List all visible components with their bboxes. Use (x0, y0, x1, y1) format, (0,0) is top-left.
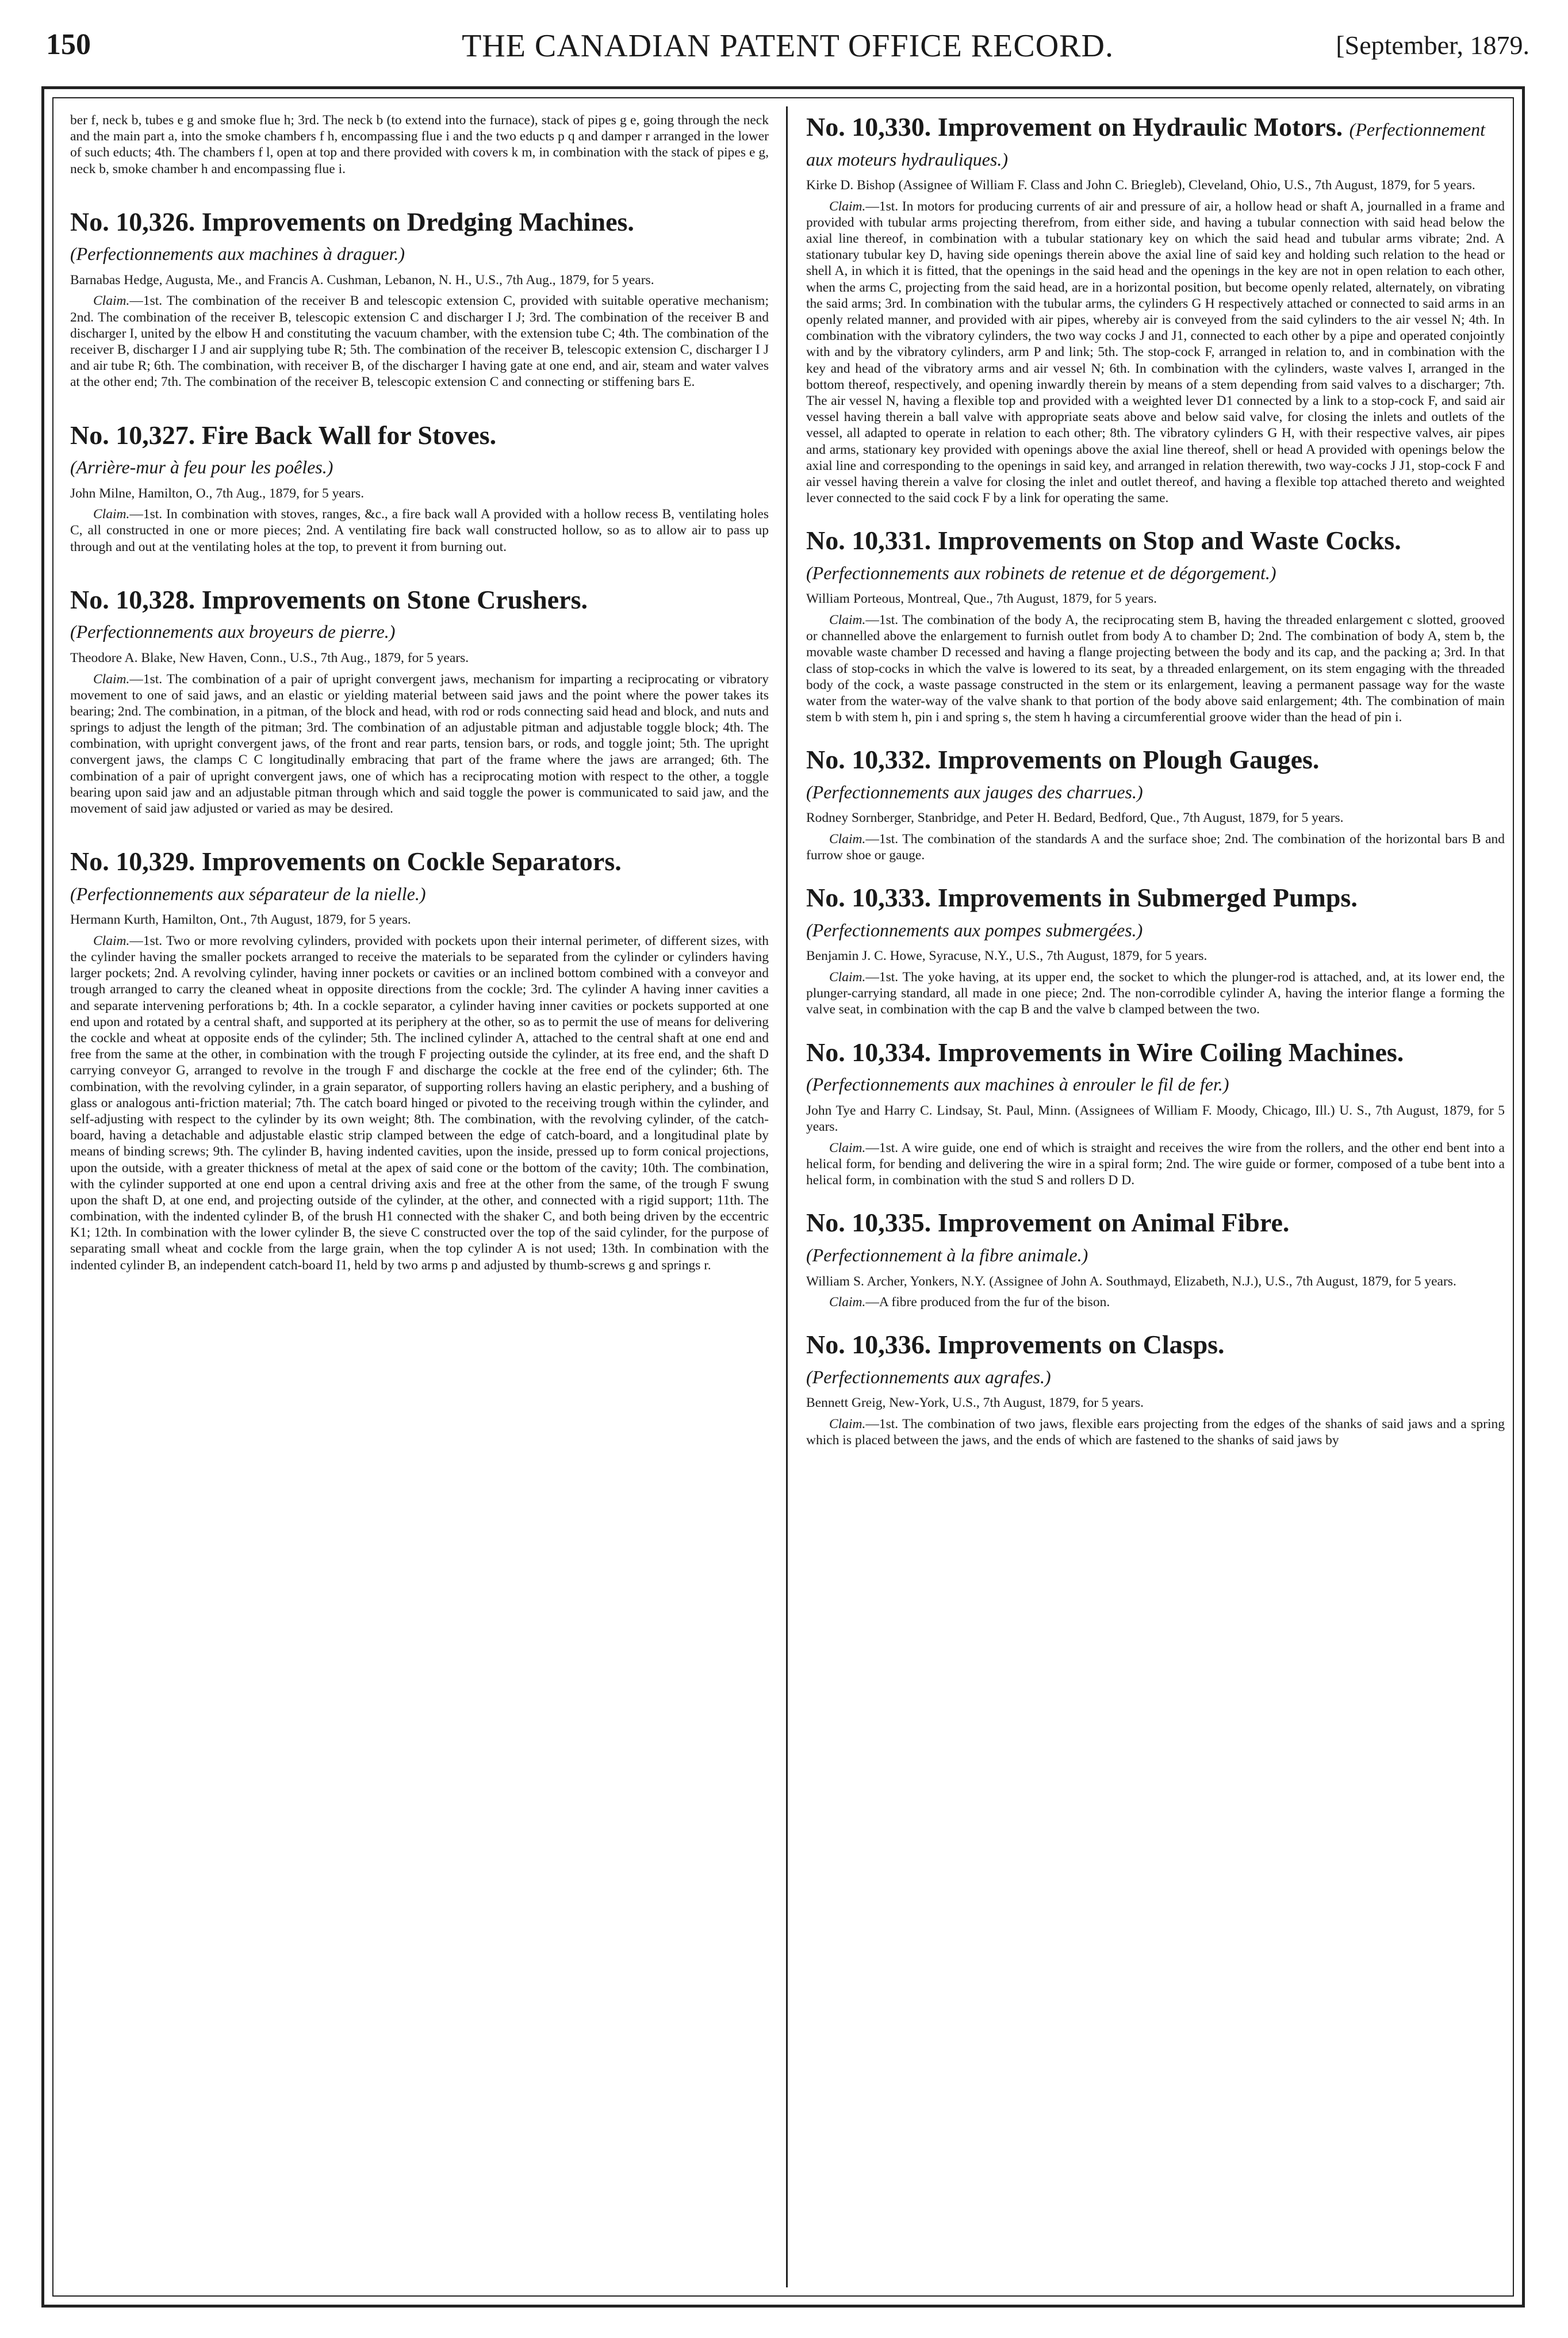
patent-entry-10331 (806, 526, 1505, 725)
patent-french-title: (Perfectionnement aux moteurs hydrauliques.) (806, 119, 1485, 170)
claim-label: Claim. (93, 293, 130, 309)
patent-entry-10327 (70, 420, 769, 555)
patent-entry-10336 (806, 1330, 1505, 1448)
patent-title: Improvements on Cockle Separators. (201, 847, 622, 877)
patent-claim (806, 198, 1505, 507)
patent-applicant: Benjamin J. C. Howe, Syracuse, N.Y., U.S., 7th August, 1879, for 5 years. (806, 948, 1207, 964)
continuation-text: ber f, neck b, tubes e g and smoke flue h; 3rd. The neck b (to extend into the furnace), stack of pipes g e, going through the neck and the main part a, into the smoke chambers f h, encompassing flue i and the two educts p q and damper r arranged in the lower of such educts; 4th. The chambers f l, open at top and there provided with covers k m, in combination with the stack of pipes e g, neck b, smoke chamber h and encompassing flue i. (70, 113, 769, 177)
patent-french-title: (Perfectionnements aux robinets de retenue et de dégorgement.) (806, 562, 1276, 583)
patent-title: Improvements on Stop and Waste Cocks. (937, 526, 1401, 556)
patent-french-title: (Perfectionnements aux broyeurs de pierre.) (70, 621, 396, 642)
claim-label: Claim. (93, 933, 130, 948)
patent-heading (806, 1330, 1505, 1389)
patent-french-title: (Perfectionnements aux pompes submergées.) (806, 919, 1143, 940)
claim-label: Claim. (93, 671, 130, 687)
patent-applicant: Theodore A. Blake, New Haven, Conn., U.S., 7th Aug., 1879, for 5 years. (70, 650, 469, 665)
patent-entry-10335 (806, 1208, 1505, 1310)
patent-heading (806, 745, 1505, 804)
patent-title: Improvements on Plough Gauges. (937, 745, 1320, 775)
page-header (46, 23, 1529, 69)
patent-number: No. 10,336. (806, 1330, 931, 1360)
page-frame (41, 86, 1525, 2308)
patent-french-title: (Perfectionnements aux agrafes.) (806, 1366, 1051, 1387)
patent-claim (806, 831, 1505, 863)
patent-title: Improvement on Animal Fibre. (937, 1208, 1290, 1238)
claim-label: Claim. (829, 1140, 866, 1155)
journal-title: THE CANADIAN PATENT OFFICE RECORD. (462, 28, 1114, 64)
claim-text: —1st. The yoke having, at its upper end, the socket to which the plunger-rod is attached, and, at its lower end, the plunger-carrying standard, all made in one piece; 2nd. The non-corrodible cylinder A, having the interior flange a forming the valve seat, in combination with the cap B and the valve b clamped between the two. (806, 970, 1505, 1017)
claim-text: —A fibre produced from the fur of the bison. (865, 1295, 1110, 1310)
patent-number: No. 10,330. (806, 112, 931, 141)
patent-heading (806, 526, 1505, 585)
patent-entry-10326 (70, 207, 769, 391)
patent-entry-10328 (70, 585, 769, 817)
patent-claim (806, 612, 1505, 725)
patent-french-title: (Perfectionnement à la fibre animale.) (806, 1244, 1088, 1265)
patent-heading (806, 112, 1505, 171)
patent-title: Improvements in Submerged Pumps. (937, 883, 1358, 913)
claim-text: —1st. In motors for producing currents of air and pressure of air, a hollow head or shaft A, journalled in a frame and provided with tubular arms projecting therefrom, from either side, and having a tubular connection with said head below the axial line thereof, in combination with a tubular stationary key on which the said head and tubular arms vibrate; 2nd. A stationary tubular key D, having side openings therein above the axial line of said key and holding such relation to the head or shell A, in which it is fitted, that the openings in the said head and the openings in the key are not in open relation to each other, when the arms C, projecting from the said head, are in a horizontal position, but become openly related, alternately, on vibrating the said arms; 3rd. In combination with the tubular arms, the cylinders G H respectively attached or connected to said arms in an openly related manner, and provided with air pipes, whereby air is conveyed from the said cylinders to the air vessel N; 4th. In combination with the vibratory cylinders, the two way cocks J and J1, connected to each other by a pipe and operated conjointly with and by the vibratory cylinders, arm P and link; 5th. The stop-cock F, arranged in relation to, and in combination with the key and head of the vibratory arms and air vessel N; 6th. In combination with the cylinders, waste valves I, arranged in the bottom thereof, respectively, and opening inwardly therein by means of a stem depending from said valves to a discharger; 7th. The air vessel N, having a flexible top and provided with a weighted lever D1 connected by a link to a stop-cock F, and said air vessel having therein a ball valve with appropriate seats above and below said valve, for closing the inlets and outlets of the vessel, all adapted to operate in relation to each other; 8th. The vibratory cylinders G H, with their respective valves, air pipes and arms, stationary key provided with openings above the axial line thereof, shell or head A provided with openings below the axial line and corresponding to the openings in said key, and arranged in relation therewith, two way-cocks J J1, stop-cock F and air vessel having therein a valve for closing the inlet and outlet thereof, and having a flexible top attached thereto and weighted lever connected to the said cock F by a link for operating the same. (806, 198, 1505, 506)
patent-number: No. 10,331. (806, 526, 931, 556)
patent-claim (70, 293, 769, 390)
patent-title: Fire Back Wall for Stoves. (201, 420, 497, 450)
patent-title: Improvements on Dredging Machines. (201, 206, 634, 236)
claim-text: —1st. The combination of the body A, the reciprocating stem B, having the threaded enlargement c slotted, grooved or channelled above the enlargement to furnish outlet from body A to chamber D; 2nd. The combination of body A, stem b, the movable waste chamber D recessed and having a flange projecting between the body and its cap, and the packing a; 3rd. In that class of stop-cocks in which the valve is lowered to its seat, by a threaded enlargement, on its stem engaging with the threaded body of the cock, a waste passage constructed in the stem or its enlargement, leaving a permanent passage way for the waste water from the water-way of the valve shank to that portion of the body above said enlargement; 4th. The combination of main stem b with stem h, pin i and spring s, the stem h having a circumferential groove wider than the head of pin i. (806, 612, 1505, 725)
patent-entry-10333 (806, 883, 1505, 1017)
patent-number: No. 10,335. (806, 1208, 931, 1238)
patent-claim (806, 1140, 1505, 1189)
claim-text: —1st. The combination of two jaws, flexible ears projecting from the edges of the shanks of said jaws and a spring which is placed between the jaws, and the ends of which are fastened to the shanks of said jaws by (806, 1417, 1505, 1448)
claim-label: Claim. (829, 1295, 866, 1310)
claim-text: —1st. Two or more revolving cylinders, provided with pockets upon their internal perimeter, of different sizes, with the cylinder having the smaller pockets arranged to receive the materials to be separated from the cylinder or cylinders having larger pockets; 2nd. A revolving cylinder, having inner pockets or cavities or an inclined bottom combined with a conveyor and trough arranged to carry the cleaned wheat in opposite directions from the cockle; 3rd. The cylinder A having inner cavities a and separate intervening perforations b; 4th. In a cockle separator, a cylinder having inner cavities or pockets supported at one end upon and rotated by a central shaft, and supported at its periphery at the other, so as to permit the use of means for delivering the cockle and wheat at opposite ends of the cylinder; 5th. The inclined cylinder A, attached to the central shaft at one end and free from the same at the other, in combination with the trough F projecting outside the cylinder, at its free end, and the shaft D carrying conveyor G, arranged to revolve in the trough F and discharge the cockle at the free end of the cylinder; 6th. The combination, with the revolving cylinder, in a grain separator, of supporting rollers having an elastic periphery, and a bushing of glass or analogous anti-friction material; 7th. The catch board hinged or pivoted to the receiving trough within the cylinder, and self-adjusting with respect to the cylinder by its own weight; 8th. The combination, with the revolving cylinder, of the catch-board, having a detachable and adjustable elastic strip clamped between the edge of catch-board, and a longitudinal plate by means of binding screws; 9th. The cylinder B, having indented cavities, upon the inside, pressed up to form conical projections, upon the outside, with a greater thickness of metal at the apex of said cone or the bottom of the cavity; 10th. The combination, with the cylinder supported at one end upon a central driving axis and free at the other from the same, of the trough F swung upon the shaft D, at one end, and projecting outside of the cylinder, at the other, and connected with a rigid support; 11th. The combination, with the indented cylinder B, of the brush H1 connected with the shaker C, and both being driven by the eccentric K1; 12th. In combination with the lower cylinder B, the sieve C constructed over the top of the said cylinder, for the purpose of separating small wheat and cockle from the large grain, when the top cylinder A is not used; 13th. In combination with the indented cylinder B, an independent catch-board I1, held by two arms p and adjusted by thumb-screws g and springs r. (70, 933, 769, 1273)
patent-number: No. 10,332. (806, 745, 931, 775)
claim-text: —1st. In combination with stoves, ranges, &c., a fire back wall A provided with a hollow recess B, ventilating holes C, all constructed in one or more pieces; 2nd. A ventilating fire back wall constructed hollow, so as to allow air to pass up through and out at the ventilating holes at the top, to prevent it from burning out. (70, 507, 769, 554)
patent-heading (70, 847, 769, 906)
patent-applicant: John Milne, Hamilton, O., 7th Aug., 1879, for 5 years. (70, 485, 365, 501)
patent-claim (70, 933, 769, 1273)
left-column (70, 112, 769, 1273)
patent-title: Improvements on Stone Crushers. (201, 584, 588, 614)
patent-applicant: Barnabas Hedge, Augusta, Me., and Francis A. Cushman, Lebanon, N. H., U.S., 7th Aug., 1879, for 5 years. (70, 272, 654, 288)
patent-number: No. 10,326. (70, 206, 195, 236)
claim-label: Claim. (93, 507, 130, 522)
patent-claim (806, 1294, 1505, 1310)
page-number: 150 (46, 28, 91, 61)
patent-title: Improvements on Clasps. (937, 1330, 1225, 1360)
patent-applicant: Kirke D. Bishop (Assignee of William F. Class and John C. Briegleb), Cleveland, Ohio, U.S., 7th August, 1879, for 5 years. (806, 178, 1475, 193)
patent-number: No. 10,327. (70, 420, 195, 450)
column-divider (786, 106, 788, 2287)
patent-applicant: William S. Archer, Yonkers, N.Y. (Assignee of John A. Southmayd, Elizabeth, N.J.), U.S., 7th August, 1879, for 5 years. (806, 1273, 1456, 1289)
issue-date: [September, 1879. (1336, 30, 1529, 60)
patent-entry-10329 (70, 847, 769, 1273)
patent-french-title: (Arrière-mur à feu pour les poêles.) (70, 457, 333, 478)
patent-french-title: (Perfectionnements aux jauges des charrues.) (806, 781, 1143, 802)
patent-claim (806, 1416, 1505, 1448)
patent-title: Improvements in Wire Coiling Machines. (937, 1037, 1404, 1067)
patent-heading (806, 883, 1505, 942)
patent-claim (70, 506, 769, 555)
patent-number: No. 10,333. (806, 883, 931, 913)
patent-applicant: Hermann Kurth, Hamilton, Ont., 7th August, 1879, for 5 years. (70, 912, 411, 928)
patent-entry-10332 (806, 745, 1505, 863)
claim-label: Claim. (829, 198, 866, 214)
patent-heading (70, 585, 769, 644)
patent-applicant: Rodney Sornberger, Stanbridge, and Peter H. Bedard, Bedford, Que., 7th August, 1879, for 5 years. (806, 810, 1344, 826)
patent-french-title: (Perfectionnements aux séparateur de la nielle.) (70, 883, 426, 904)
patent-applicant: John Tye and Harry C. Lindsay, St. Paul, Minn. (Assignees of William F. Moody, Chicago, Ill.) U. S., 7th August, 1879, for 5 years. (806, 1103, 1505, 1135)
patent-claim (806, 969, 1505, 1018)
claim-text: —1st. The combination of the standards A and the surface shoe; 2nd. The combination of the horizontal bars B and furrow shoe or gauge. (806, 831, 1505, 863)
patent-heading (70, 420, 769, 480)
patent-french-title: (Perfectionnements aux machines à draguer.) (70, 243, 405, 265)
claim-text: —1st. The combination of the receiver B and telescopic extension C, provided with suitable operative mechanism; 2nd. The combination of the receiver B, telescopic extension C and discharger I J; 3rd. The combination of the receiver B and discharger I, united by the elbow H and constituting the vacuum chamber, with the extension tube C; 4th. The combination of the receiver B, discharger I J and air supplying tube R; 5th. The combination of the receiver B, telescopic extension C, discharger I J and air tube R; 6th. The combination, with receiver B, of the discharger I having gate at one end, and air, steam and water valves at the other end; 7th. The combination of the receiver B, telescopic extension C and connecting or stiffening bars E. (70, 293, 769, 390)
claim-text: —1st. A wire guide, one end of which is straight and receives the wire from the rollers, and the other end bent into a helical form, for bending and delivering the wire in a spiral form; 2nd. The wire guide or former, composed of a tube bent into a helical form, in combination with the stud S and rollers D D. (806, 1140, 1505, 1188)
patent-number: No. 10,329. (70, 847, 195, 877)
patent-heading (806, 1038, 1505, 1097)
claim-text: —1st. The combination of a pair of upright convergent jaws, mechanism for imparting a reciprocating or vibratory movement to one of said jaws, and an elastic or yielding material between said jaws and the point where the power takes its bearing; 2nd. The combination, in a pitman, of the block and head, with rod or rods connecting said head and block, and nuts and springs to adjust the length of the pitman; 3rd. The combination of an adjustable pitman and adjustable toggle block; 4th. The combination, with upright convergent jaws, of the front and rear parts, tension bars, or rods, and toggle joint; 5th. The upright convergent jaws, the clamps C C longitudinally embracing that part of the frame where the jaws are arranged; 6th. The combination of a pair of upright convergent jaws, one of which has a reciprocating motion with respect to the other, a toggle bearing upon said jaw and an adjustable pitman through which and said toggle the power is communicated to said jaw, and the movement of said jaw adjusted or varied as may be desired. (70, 671, 769, 816)
patent-heading (70, 207, 769, 266)
patent-number: No. 10,334. (806, 1037, 931, 1067)
patent-claim (70, 671, 769, 817)
patent-entry-10334 (806, 1038, 1505, 1189)
claim-label: Claim. (829, 831, 866, 847)
patent-applicant: William Porteous, Montreal, Que., 7th August, 1879, for 5 years. (806, 591, 1157, 607)
patent-title: Improvement on Hydraulic Motors. (937, 112, 1343, 141)
claim-label: Claim. (829, 1417, 866, 1432)
claim-label: Claim. (829, 970, 866, 985)
patent-heading (806, 1208, 1505, 1267)
patent-french-title: (Perfectionnements aux machines à enrouler le fil de fer.) (806, 1074, 1229, 1095)
patent-entry-10330 (806, 112, 1505, 506)
right-column (806, 112, 1505, 1448)
patent-number: No. 10,328. (70, 584, 195, 614)
patent-applicant: Bennett Greig, New-York, U.S., 7th August, 1879, for 5 years. (806, 1395, 1144, 1411)
claim-label: Claim. (829, 612, 866, 627)
